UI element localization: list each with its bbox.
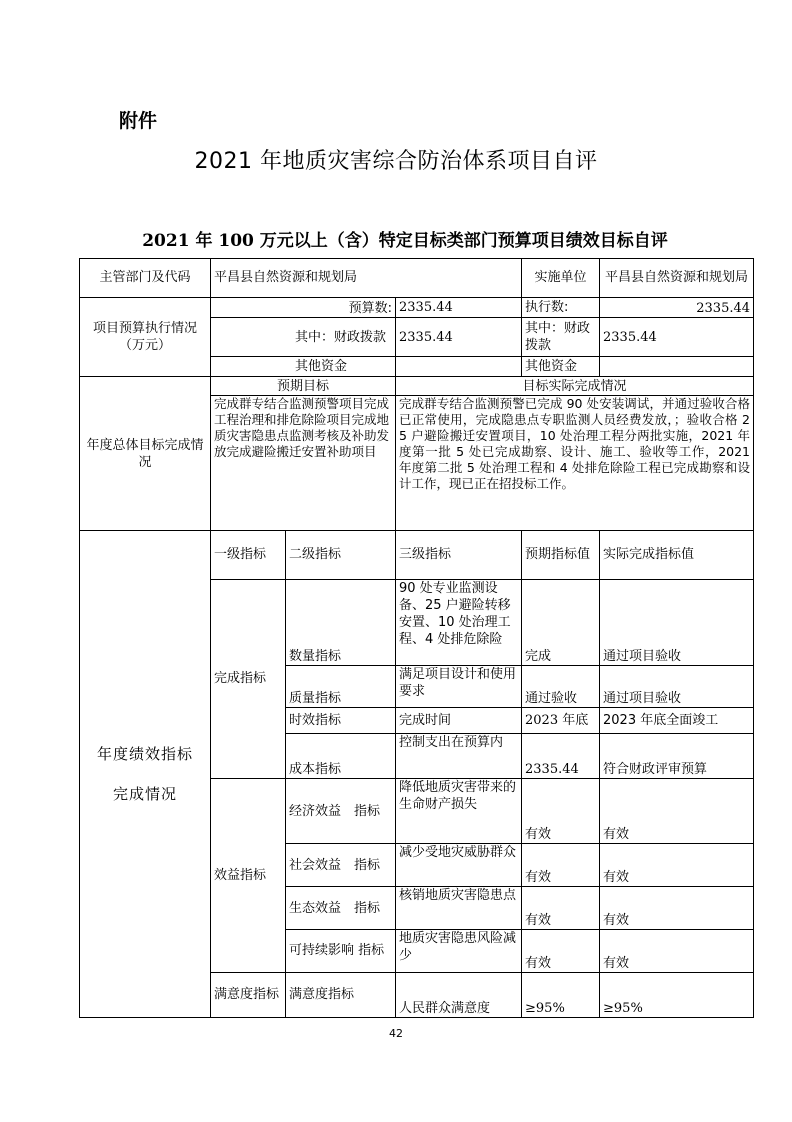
actual-cell: 有效	[600, 930, 754, 973]
actual-goal-header: 目标实际完成情况	[396, 377, 754, 395]
dept-label: 主管部门及代码	[80, 259, 211, 298]
budget-row	[80, 297, 754, 317]
expected-cell: 完成	[522, 579, 600, 665]
goal-header-row	[80, 377, 754, 395]
level2-cell: 可持续影响 指标	[286, 930, 396, 973]
unit-label: 实施单位	[522, 259, 600, 298]
other-budget-value	[396, 357, 522, 377]
annual-goal-label: 年度总体目标完成情况	[80, 377, 211, 530]
other-exec-label: 其他资金	[522, 357, 600, 377]
indicator-section-label-line2: 完成情况	[112, 784, 177, 803]
expected-cell: 2335.44	[522, 733, 600, 778]
level2-cell: 经济效益 指标	[286, 778, 396, 843]
expected-cell: 有效	[522, 887, 600, 930]
level2-cell: 社会效益 指标	[286, 844, 396, 887]
annex-label: 附件	[119, 110, 158, 132]
document-title: 2021 年地质灾害综合防治体系项目自评	[194, 149, 598, 174]
other-exec-value	[600, 357, 754, 377]
actual-cell: 通过项目验收	[600, 665, 754, 708]
exec-label: 执行数:	[522, 297, 600, 317]
actual-cell: 有效	[600, 778, 754, 843]
exec-value: 2335.44	[600, 297, 754, 317]
fiscal-budget-value: 2335.44	[396, 318, 522, 357]
level3-cell: 人民群众满意度	[396, 972, 522, 1017]
header-row	[80, 259, 754, 298]
completion-indicator-label: 完成指标	[211, 579, 286, 778]
level3-header: 三级指标	[396, 530, 522, 579]
actual-header: 实际完成指标值	[600, 530, 754, 579]
indicator-header-row	[80, 530, 754, 579]
level3-cell: 满足项目设计和使用要求	[396, 665, 522, 708]
expected-cell: ≥95%	[522, 972, 600, 1017]
expected-cell: 通过验收	[522, 665, 600, 708]
level3-cell: 地质灾害隐患风险减少	[396, 930, 522, 973]
level2-cell: 时效指标	[286, 708, 396, 734]
level2-cell: 成本指标	[286, 733, 396, 778]
budget-value: 2335.44	[396, 297, 522, 317]
table-title: 2021 年 100 万元以上（含）特定目标类部门预算项目绩效目标自评	[142, 231, 668, 251]
level3-cell: 90 处专业监测设备、25 户避险转移安置、10 处治理工程、4 处排危除险	[396, 579, 522, 665]
expected-cell: 2023 年底	[522, 708, 600, 734]
budget-section-label: 项目预算执行情况（万元）	[80, 297, 211, 377]
actual-cell: 2023 年底全面竣工	[600, 708, 754, 734]
level3-cell: 降低地质灾害带来的生命财产损失	[396, 778, 522, 843]
level2-cell: 质量指标	[286, 665, 396, 708]
fiscal-exec-value: 2335.44	[600, 318, 754, 357]
expected-goal-header: 预期目标	[211, 377, 396, 395]
satisfaction-indicator-label: 满意度指标	[211, 972, 286, 1017]
level2-cell: 数量指标	[286, 579, 396, 665]
actual-cell: 符合财政评审预算	[600, 733, 754, 778]
level3-cell: 减少受地灾威胁群众	[396, 844, 522, 887]
actual-cell: 通过项目验收	[600, 579, 754, 665]
actual-goal-text: 完成群专结合监测预警已完成 90 处安装调试，并通过验收合格已正常使用，完成隐患点专职监测人员经费发放，；验收合格 25 户避险搬迁安置项目，10 处治理工程分两批实施，2021 年度第一批 5 处已完成勘察、设计、施工、验收等工作，2021 年度第二批 5 处治理工程和 4 处排危除险工程已完成勘察和设计工作，现已正在招投标工作。	[396, 395, 754, 530]
actual-cell: 有效	[600, 887, 754, 930]
level1-header: 一级指标	[211, 530, 286, 579]
benefit-indicator-label: 效益指标	[211, 778, 286, 972]
expected-goal-text: 完成群专结合监测预警项目完成工程治理和排危除险项目完成地质灾害隐患点监测考核及补助发放完成避险搬迁安置补助项目	[211, 395, 396, 530]
level3-cell: 完成时间	[396, 708, 522, 734]
expected-header: 预期指标值	[522, 530, 600, 579]
expected-cell: 有效	[522, 844, 600, 887]
other-label: 其他资金	[211, 357, 396, 377]
level2-cell: 生态效益 指标	[286, 887, 396, 930]
actual-cell: ≥95%	[600, 972, 754, 1017]
indicator-section-label-line1: 年度绩效指标	[96, 744, 193, 763]
budget-label: 预算数:	[211, 297, 396, 317]
level2-header: 二级指标	[286, 530, 396, 579]
dept-value: 平昌县自然资源和规划局	[211, 259, 522, 298]
page-number: 42	[389, 1027, 403, 1040]
expected-cell: 有效	[522, 930, 600, 973]
expected-cell: 有效	[522, 778, 600, 843]
unit-value: 平昌县自然资源和规划局	[600, 259, 754, 298]
level3-cell: 控制支出在预算内	[396, 733, 522, 778]
indicator-section-label	[80, 530, 211, 1017]
level3-cell: 核销地质灾害隐患点	[396, 887, 522, 930]
actual-cell: 有效	[600, 844, 754, 887]
level2-cell: 满意度指标	[286, 972, 396, 1017]
performance-table	[79, 258, 754, 1018]
fiscal-label: 其中：财政拨款	[211, 318, 396, 357]
fiscal-exec-label: 其中：财政拨款	[522, 318, 600, 357]
